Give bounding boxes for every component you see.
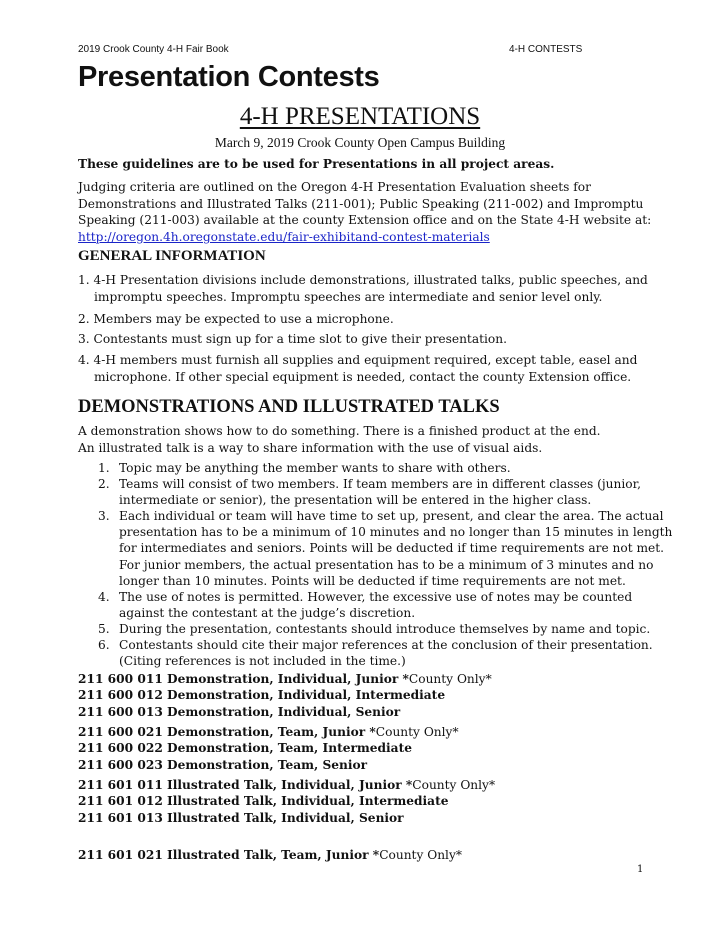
general-item-4: 4. 4-H members must furnish all supplies and equipment required, except table, easel and microphone. If other special equipment is needed, contact the county Extension office. [78,353,638,384]
demonstration-rules-list [98,460,678,669]
list-item: 1. Topic may be anything the member wants to share with others. [98,461,511,475]
judging-line-3: Speaking (211-003) available at the county Extension office and on the State 4-H website at: [78,213,652,228]
demonstrations-intro [78,423,678,456]
page-number: 1 [637,864,644,875]
judging-line-1: Judging criteria are outlined on the Oregon 4-H Presentation Evaluation sheets for [78,180,591,194]
illustrated-talk-team-classes [78,847,678,863]
class-row: 211 601 011 Illustrated Talk, Individual, Junior *County Only* [78,778,496,792]
list-item: 2. Teams will consist of two members. If team members are in different classes (junior, intermediate or senior), the presentation will be entered in the higher class. [98,477,641,508]
class-row: 211 600 023 Demonstration, Team, Senior [78,757,368,772]
illustrated-talk-definition: An illustrated talk is a way to share information with the use of visual aids. [78,440,543,455]
event-date-location: March 9, 2019 Crook County Open Campus Building [214,135,506,150]
class-row: 211 600 013 Demonstration, Individual, Senior [78,704,401,719]
running-header-left: 2019 Crook County 4-H Fair Book [78,44,229,55]
guidelines-statement: These guidelines are to be used for Presentations in all project areas. [78,157,555,171]
demonstration-individual-classes [78,671,678,720]
class-row: 211 601 012 Illustrated Talk, Individual, Intermediate [78,794,449,809]
general-item-2: 2. Members may be expected to use a microphone. [78,312,394,326]
list-item: 4. The use of notes is permitted. However, the excessive use of notes may be counted against the contestant at the judge’s discretion. [98,589,633,620]
general-information-heading: GENERAL INFORMATION [78,248,266,264]
demonstration-team-classes [78,724,678,773]
judging-line-2: Demonstrations and Illustrated Talks (211-001); Public Speaking (211-002) and Impromptu [78,196,644,211]
page-title: Presentation Contests [78,61,380,93]
class-row: 211 600 011 Demonstration, Individual, Junior *County Only* [78,672,492,686]
demonstrations-heading: DEMONSTRATIONS AND ILLUSTRATED TALKS [78,397,500,417]
general-item-3: 3. Contestants must sign up for a time slot to give their presentation. [78,332,507,346]
list-item: 5. During the presentation, contestants should introduce themselves by name and topic. [98,621,651,636]
class-row: 211 600 021 Demonstration, Team, Junior *County Only* [78,725,459,739]
list-item: 3. Each individual or team will have time to set up, present, and clear the area. The actual presentation has to be a minimum of 10 minutes and no longer than 15 minutes in length for intermediates and seniors. Points will be deducted if time requirements are not met. For junior members, the actual presentation has to be a minimum of 3 minutes and no longer than 10 minutes. Points will be deducted if time requirements are not met. [98,509,673,588]
list-item: 6. Contestants should cite their major references at the conclusion of their presentation. (Citing references is not included in the time.) [98,638,653,669]
class-row: 211 601 021 Illustrated Talk, Team, Junior *County Only* [78,848,462,862]
judging-criteria-paragraph [78,179,678,245]
page-subtitle: 4-H PRESENTATIONS [239,103,481,130]
illustrated-talk-individual-classes [78,777,678,826]
class-row: 211 600 012 Demonstration, Individual, Intermediate [78,688,446,703]
class-row: 211 600 022 Demonstration, Team, Intermediate [78,741,412,756]
running-header-right: 4-H CONTESTS [509,44,583,55]
general-item-1: 1. 4-H Presentation divisions include demonstrations, illustrated talks, public speeches, and impromptu speeches. Impromptu speeches are intermediate and senior level only. [78,273,648,304]
contest-materials-link[interactable]: http://oregon.4h.oregonstate.edu/fair-exhibitand-contest-materials [78,229,490,244]
demonstration-definition: A demonstration shows how to do something. There is a finished product at the end. [78,424,601,438]
class-row: 211 601 013 Illustrated Talk, Individual, Senior [78,810,404,825]
